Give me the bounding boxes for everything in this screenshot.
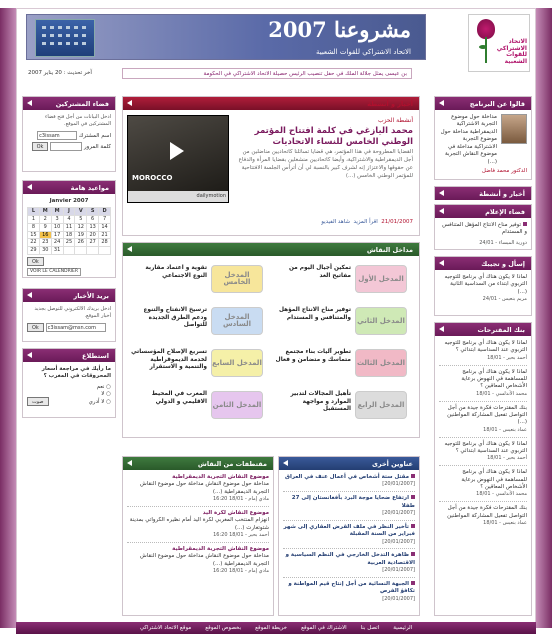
activities-box <box>434 186 532 200</box>
media-header: فضاء الإعلام <box>435 205 531 218</box>
axes-box <box>122 242 420 438</box>
footer-link[interactable]: خريطة الموقع <box>255 625 288 631</box>
calendar-month: Janvier 2007 <box>49 198 89 204</box>
title-link[interactable]: مقتل ستة أشخاص في أعمال عنف في العراق <box>285 474 409 480</box>
forum-meta: أحمد بحير - 18/01 16:20 <box>213 532 269 539</box>
bullet-icon <box>411 495 415 499</box>
list-item[interactable] <box>127 474 269 503</box>
subscribers-intro: ادخل البيانات من أجل فتح فضاء المشتركين في الموقع. <box>45 114 111 127</box>
program-text: مداخلة حول موضوع التجربة الاشتراكية الديمقراطية مداخلة حول موضوع التجربة الاشتراكية مداخلة في موضوع النقاش التجربة (...) <box>440 114 497 165</box>
axis-text: تقوية و اعتماد مقاربة النوع الاجتماعي <box>145 265 207 279</box>
calendar-day[interactable]: 5 <box>75 216 87 224</box>
arrow-icon <box>27 100 32 106</box>
calendar-day[interactable]: 11 <box>63 223 75 231</box>
qa-box <box>434 256 532 316</box>
video-caption: MOROCCO <box>132 174 173 182</box>
left-border <box>0 8 16 628</box>
calendar-day <box>87 247 99 255</box>
calendar-day[interactable]: 30 <box>39 247 51 255</box>
arrow-icon <box>439 260 444 266</box>
qa-header: إسأل و تجيبك <box>435 257 531 270</box>
video-controls[interactable] <box>128 191 228 202</box>
suggestion-text[interactable]: بنك المقترحات فكرة جيدة من أجل التواصل تفعيل المشاركة المواطنين (...) <box>447 404 527 426</box>
news-ticker[interactable]: بن عيسى يمثل جلالة الملك في حفل تنصيب الرئيس حصيلة الاتحاد الاشتراكي في الحكومة <box>122 68 412 79</box>
forum-title[interactable]: موضوع النقاش التجربة الديمقراطية <box>172 474 269 480</box>
program-author[interactable]: الدكتور محمد فاضل <box>481 167 527 174</box>
title-link[interactable]: الجبهة النسائية من أجل إنتاج قيم المواطنة و تكافؤ الفرص <box>288 580 415 595</box>
bullet-icon <box>411 524 415 528</box>
calendar-day[interactable]: 28 <box>99 239 111 247</box>
login-button[interactable]: Ok <box>32 142 49 151</box>
party-logo[interactable] <box>468 14 530 72</box>
suggestion-meta: عماد بنعيس - 18/01 <box>483 520 527 527</box>
suggestion-text[interactable]: لماذا لا يكون هناك أي برنامج للتوجيه التربوي عند السداسية ابتدائي ؟ <box>444 440 527 455</box>
forum-title[interactable]: موضوع النقاش لكرة اليد <box>202 510 269 517</box>
media-date: دورية الميساء - 24/01 <box>479 239 527 246</box>
calendar-day[interactable]: 29 <box>28 247 40 255</box>
video-player[interactable] <box>127 115 229 203</box>
divider <box>283 520 415 521</box>
divider <box>439 465 527 466</box>
calendar-day[interactable]: 3 <box>51 216 63 224</box>
news-header: أخبار و أنشطة <box>123 97 419 110</box>
title-date: [20/01/2007] <box>382 538 415 545</box>
divider <box>439 401 527 402</box>
forum-text: انهزام المنتخب المغربي لكرة اليد أمام نظيره الكرواتي بمدينة شتوتغارت (...) <box>129 517 269 531</box>
calendar-day <box>99 247 111 255</box>
list-item[interactable] <box>283 524 415 546</box>
suggestion-text[interactable]: لماذا لا يكون هناك أي برنامج للمساهمة في النهوض برعاية الأشخاص المعاقين ؟ <box>461 469 527 491</box>
calendar-day[interactable]: 1 <box>28 216 40 224</box>
divider <box>439 365 527 366</box>
calendar-day[interactable]: 7 <box>99 216 111 224</box>
forum-meta: مادي إمام - 18/01 16:20 <box>212 496 269 503</box>
forum-title[interactable]: موضوع النقاش التجربة الديمقراطية <box>172 546 269 553</box>
video-brand: dailymotion <box>196 193 226 199</box>
axis-item[interactable] <box>271 387 411 423</box>
arrow-icon <box>127 100 132 106</box>
axes-header: مداخل النقاش <box>123 243 419 256</box>
title-date: [20/01/2007] <box>382 510 415 517</box>
news-date: 21/01/2007 <box>381 219 413 225</box>
axis-pill[interactable]: المدخل الخامس <box>211 265 263 293</box>
calendar-day[interactable]: 13 <box>87 223 99 231</box>
title-date: [20/01/2007] <box>382 481 415 488</box>
calendar-day[interactable]: 31 <box>51 247 63 255</box>
arrow-icon <box>283 460 288 466</box>
calendar-day[interactable]: 15 <box>28 231 40 239</box>
mail-header: بريد الأخبار <box>23 289 115 302</box>
username-input[interactable]: c3issam <box>37 131 77 140</box>
calendar-day[interactable]: 22 <box>28 239 40 247</box>
footer-link[interactable]: بخصوص الموقع <box>205 625 242 631</box>
axis-text: المغرب في المحيط الاقليمي و الدولي <box>151 391 207 405</box>
suggestion-meta: أحمد بحير - 18/01 <box>487 455 527 462</box>
other-titles-header: عناوين أخرى <box>279 457 419 470</box>
calendar-day[interactable]: 26 <box>75 239 87 247</box>
last-update: آخر تحديث : 20 يناير 2007 <box>28 70 92 76</box>
rose-icon <box>477 19 495 39</box>
arrow-icon <box>27 292 32 298</box>
divider <box>127 506 269 507</box>
axis-text: تأهيل المجالات لتدبير الموارد و مواجهة المستقبل <box>290 391 351 413</box>
footer-link[interactable]: موقع الاتحاد الاشتراكي <box>139 625 192 631</box>
suggestion-meta: أحمد بحير - 18/01 <box>487 354 527 361</box>
list-item[interactable] <box>439 405 527 434</box>
axis-item[interactable] <box>127 345 267 381</box>
list-item[interactable] <box>127 546 269 575</box>
list-item[interactable] <box>439 340 527 362</box>
bullet-icon <box>411 552 415 556</box>
calendar-box <box>22 180 116 278</box>
axis-text: توفير مناخ الانتاج المؤهل والمتنافس و المستدام <box>278 307 351 321</box>
calendar-day-header: M <box>51 208 63 216</box>
right-border <box>536 8 552 628</box>
list-item[interactable] <box>439 505 527 527</box>
divider <box>283 491 415 492</box>
bullet-icon <box>411 474 415 478</box>
bullet-icon <box>523 222 527 226</box>
arrow-icon <box>127 460 132 466</box>
calendar-day[interactable]: 2 <box>39 216 51 224</box>
logo-text: الاتحاد الاشتراكي للقوات الشعبية <box>496 38 527 65</box>
password-input[interactable] <box>50 142 82 151</box>
forum-text: مداخلة حول موضوع النقاش مداخلة حول موضوع النقاش التجربة الديمقراطية (...) <box>139 553 269 567</box>
mail-intro: ادخل بريدك الالكتروني للتوصل بجديد أخبار الموقع. <box>34 306 111 319</box>
news-box <box>122 96 420 236</box>
username-label: اسم المشترك <box>78 132 111 139</box>
title-link[interactable]: تأخير النظر في ملف القرض العقاري إلى شهر فبراير من السنة المقبلة <box>283 523 415 538</box>
calendar-day[interactable]: 23 <box>39 239 51 247</box>
axis-item[interactable] <box>127 303 267 339</box>
rose-leaf <box>479 45 487 49</box>
axis-item[interactable] <box>271 261 411 297</box>
vote-button[interactable]: صوت <box>27 397 49 406</box>
calendar-day-header: D <box>99 208 111 216</box>
suggestion-text[interactable]: بنك المقترحات فكرة جيدة من أجل التواصل تفعيل المشاركة المواطنين <box>447 505 527 519</box>
suggestion-meta: محمد الأندلسي - 18/01 <box>476 390 527 397</box>
news-kicker: أنشطة الحزب <box>377 117 413 124</box>
list-item[interactable] <box>283 474 415 488</box>
subscribers-box <box>22 96 116 172</box>
calendar-day[interactable]: 6 <box>87 216 99 224</box>
axis-pill[interactable]: المدخل الثالث <box>355 349 407 377</box>
arrow-icon <box>27 184 32 190</box>
news-headline[interactable]: محمد اليازغي في كلمة افتتاح المؤتمر الوطني الخامس للنساء الاتحاديات <box>254 126 413 147</box>
list-item[interactable] <box>283 581 415 603</box>
axis-pill[interactable]: المدخل الرابع <box>355 391 407 419</box>
suggestion-meta: محمد الأندلسي - 18/01 <box>476 491 527 498</box>
axis-pill[interactable]: المدخل الثاني <box>355 307 407 335</box>
calendar-day[interactable]: 4 <box>63 216 75 224</box>
calendar-ok-button[interactable]: Ok <box>27 257 44 266</box>
title-link[interactable]: ارتفاع ضحايا موجة البرد بأفغانستان إلى 27 طفلا <box>291 495 415 509</box>
subscribers-header: فضاء المشتركين <box>23 97 115 110</box>
program-header: قالوا عن البرنامج <box>435 97 531 110</box>
arrow-icon <box>27 352 32 358</box>
mail-ok-button[interactable]: Ok <box>27 323 44 332</box>
divider <box>127 542 269 543</box>
footer-link[interactable]: اتصل بنا <box>360 625 380 631</box>
axis-pill[interactable]: المدخل الأول <box>355 265 407 293</box>
mail-box <box>22 288 116 342</box>
site-subtitle: الاتحاد الاشتراكي للقوات الشعبية <box>315 48 411 56</box>
suggestions-header: بنك المقترحات <box>435 323 531 336</box>
footer-link[interactable]: الرئيسية <box>393 625 413 631</box>
axes-grid <box>127 261 411 431</box>
calendar-day[interactable]: 19 <box>75 231 87 239</box>
footer-link[interactable]: الاشتراك في الموقع <box>301 625 347 631</box>
suggestion-text[interactable]: لماذا لا يكون هناك أي برنامج للمساهمة في النهوض برعاية الأشخاص المعاقين ؟ <box>461 368 527 390</box>
axis-text: تطوير آليات بناء مجتمع متماسك و متضامن و فعال <box>275 349 351 363</box>
media-box <box>434 204 532 250</box>
list-item[interactable] <box>439 369 527 398</box>
site-title: مشروعنا 2007 <box>268 17 411 42</box>
list-item[interactable] <box>283 552 415 574</box>
calendar-link[interactable]: VOIR LE CALENDRIER <box>27 268 81 276</box>
calendar-day <box>63 247 75 255</box>
axis-pill[interactable]: المدخل السادس <box>211 307 263 335</box>
forum-header: مقتطفات من النقاش <box>123 457 273 470</box>
calendar-header: مواعيد هامة <box>23 181 115 194</box>
axis-item[interactable] <box>127 261 267 297</box>
axis-item[interactable] <box>271 345 411 381</box>
banner <box>26 14 426 60</box>
suggestions-box <box>434 322 532 616</box>
calendar-day[interactable]: 8 <box>28 223 40 231</box>
poll-option[interactable]: ○ لا <box>101 391 111 398</box>
axis-item[interactable] <box>271 303 411 339</box>
calendar-day[interactable]: 17 <box>51 231 63 239</box>
calendar-day-header: S <box>87 208 99 216</box>
email-input[interactable]: c3issam@msn.com <box>46 323 106 332</box>
list-item[interactable] <box>127 510 269 539</box>
bullet-icon <box>411 581 415 585</box>
arrow-icon <box>127 246 132 252</box>
media-item[interactable]: توفير مناخ الانتاج المؤهل المتنافس و المستدام <box>442 222 527 236</box>
poll-question: ما رأيك في مراجعة أسعار المحروقات في المغرب ؟ <box>41 366 111 380</box>
forum-box <box>122 456 274 616</box>
divider <box>439 437 527 438</box>
building-image <box>35 19 95 57</box>
calendar-day[interactable]: 27 <box>87 239 99 247</box>
calendar-day[interactable]: 25 <box>63 239 75 247</box>
divider <box>439 501 527 502</box>
calendar-day[interactable]: 21 <box>99 231 111 239</box>
axis-text: ترسيخ الانفتاح والتنوع ودعم الطرق الجديدة للتواصل <box>143 307 207 329</box>
calendar-day[interactable]: 9 <box>39 223 51 231</box>
author-photo <box>501 114 527 144</box>
list-item[interactable] <box>439 441 527 463</box>
forum-text: مداخلة حول موضوع النقاش مداخلة حول موضوع النقاش التجربة الديمقراطية (...) <box>139 481 269 495</box>
activities-header[interactable]: أخبار و أنشطة <box>435 187 531 200</box>
calendar-day[interactable]: 10 <box>51 223 63 231</box>
axis-pill[interactable]: المدخل السابع <box>211 349 263 377</box>
other-titles-box <box>278 456 420 616</box>
calendar-day[interactable]: 12 <box>75 223 87 231</box>
site-header <box>16 10 536 65</box>
watch-video-link[interactable]: شاهد الفيديو <box>321 219 350 225</box>
list-item[interactable] <box>439 469 527 498</box>
axis-pill[interactable]: المدخل الثامن <box>211 391 263 419</box>
title-date: [20/01/2007] <box>382 595 415 602</box>
calendar-day-header: L <box>28 208 40 216</box>
title-link[interactable]: ظاهرة التدخل الخارجي في النظم السياسية و الاقتصادية العربية <box>285 552 415 566</box>
axis-text: تمكين أجيال اليوم من مفاتيح الغد <box>288 265 351 279</box>
qa-date: مريم بنعيس - 24/01 <box>482 296 527 303</box>
rose-stem <box>485 37 487 63</box>
calendar-day-header: M <box>39 208 51 216</box>
suggestion-meta: عماد بنعيس - 18/01 <box>483 426 527 433</box>
title-date: [20/01/2007] <box>382 567 415 574</box>
arrow-icon <box>439 190 444 196</box>
arrow-icon <box>439 208 444 214</box>
calendar-day[interactable]: 18 <box>63 231 75 239</box>
read-more-link[interactable]: اقرأ المزيد <box>353 219 378 225</box>
calendar-day-header: V <box>75 208 87 216</box>
news-body: القضايا المطروحة في هذا المؤتمر، هي قضايا تسائلنا كاتحاديين مناضلين من أجل الديمقراطية والاشتراكية، وأيضا كاتحاديين منشغلين بقضايا المرأة والدفاع عن حقوقها والاعتزاز إنه لشرف كبير بالنسبة لي أن أترأس الجلسة الافتتاحية للمؤتمر الوطني الخامس (...) <box>238 149 413 180</box>
divider <box>283 577 415 578</box>
program-box <box>434 96 532 180</box>
calendar-day[interactable]: 20 <box>87 231 99 239</box>
poll-option[interactable]: ○ نعم <box>96 383 111 390</box>
calendar-day-header: J <box>63 208 75 216</box>
password-label: كلمة المرور <box>83 143 111 150</box>
forum-meta: مادي إمام - 18/01 16:20 <box>212 568 269 575</box>
calendar-grid <box>27 207 111 255</box>
list-item[interactable] <box>283 495 415 517</box>
calendar-day[interactable]: 14 <box>99 223 111 231</box>
poll-option[interactable]: ○ لا أدري <box>88 398 111 405</box>
qa-text[interactable]: لماذا لا يكون هناك أي برنامج للتوجيه التربوي ابتداء من السداسية الثانية (...) <box>444 274 527 295</box>
calendar-day[interactable]: 16 <box>39 231 51 239</box>
poll-header: استطلاع <box>23 349 115 362</box>
divider <box>283 548 415 549</box>
axis-item[interactable] <box>127 387 267 423</box>
arrow-icon <box>439 326 444 332</box>
footer-nav <box>16 622 536 634</box>
calendar-day[interactable]: 24 <box>51 239 63 247</box>
play-icon[interactable] <box>170 142 184 160</box>
poll-box <box>22 348 116 418</box>
calendar-day <box>75 247 87 255</box>
axis-text: تسريع الإصلاح المؤسساتي لخدمة الديموقراطية والتنمية و الاستقرار <box>131 349 207 371</box>
arrow-icon <box>439 100 444 106</box>
suggestion-text[interactable]: لماذا لا يكون هناك أي برنامج للتوجيه التربوي عند السداسية ابتدائي ؟ <box>444 340 527 354</box>
